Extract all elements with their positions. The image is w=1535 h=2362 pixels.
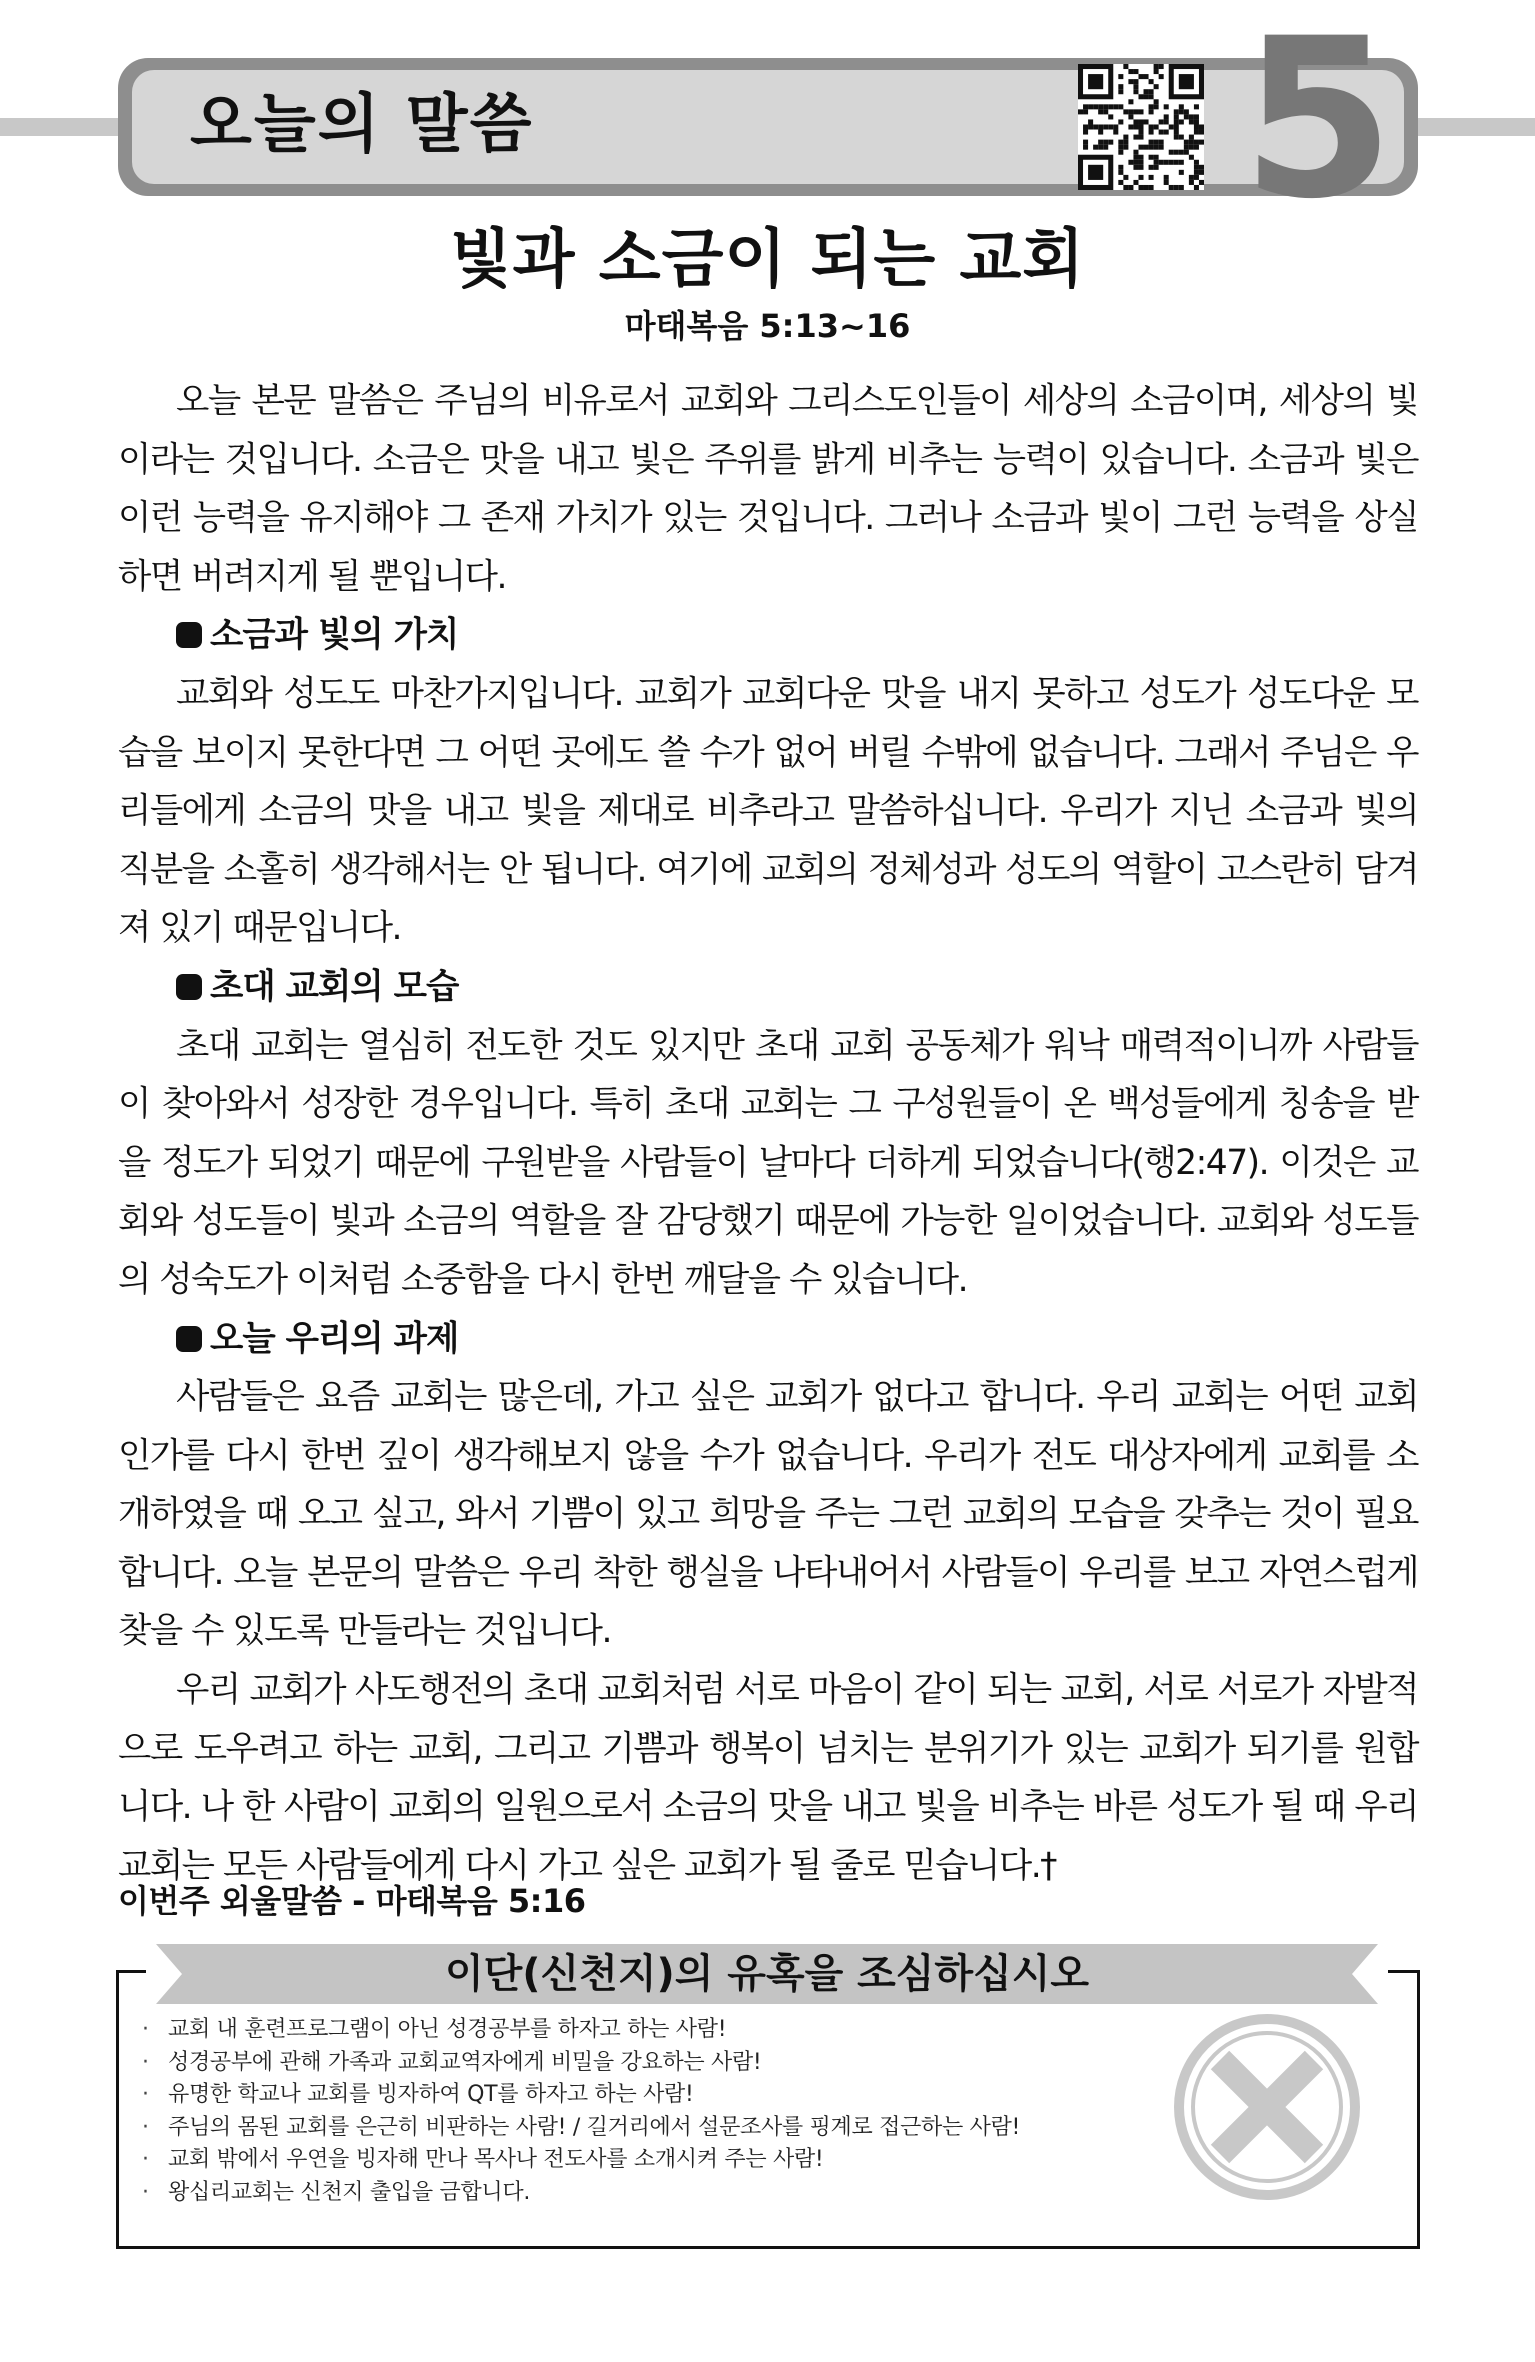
sermon-body — [118, 372, 1418, 1895]
section-heading — [118, 606, 1418, 665]
warning-item: · 성경공부에 관해 가족과 교회교역자에게 비밀을 강요하는 사람! — [142, 2047, 1142, 2080]
memory-verse: 이번주 외울말씀 - 마태복음 5:16 — [118, 1882, 586, 1920]
scripture-reference: 마태복음 5:13~16 — [624, 307, 911, 345]
warning-item: · 교회 밖에서 우연을 빙자해 만나 목사나 전도사를 소개시켜 주는 사람! — [142, 2144, 1142, 2177]
section-heading — [118, 1310, 1418, 1369]
section-paragraph: 사람들은 요즘 교회는 많은데, 가고 싶은 교회가 없다고 합니다. 우리 교회는 어떤 교회인가를 다시 한번 깊이 생각해보지 않을 수가 없습니다. 우리가 전도 대상자에게 교회를 소개하였을 때 오고 싶고, 와서 기쁨이 있고 희망을 주는 그런 교회의 모습을 갖추는 것이 필요합니다. 오늘 본문의 말씀은 우리 착한 행실을 나타내어서 사람들이 우리를 보고 자연스럽게 찾을 수 있도록 만들라는 것입니다. — [118, 1377, 1418, 1652]
section-heading — [118, 958, 1418, 1017]
section-title: 오늘의 말씀 — [190, 88, 534, 162]
section-heading-text: 오늘 우리의 과제 — [210, 1318, 459, 1359]
section-heading-text: 소금과 빛의 가치 — [210, 615, 459, 656]
section-paragraph: 우리 교회가 사도행전의 초대 교회처럼 서로 마음이 같이 되는 교회, 서로 서로가 자발적으로 도우려고 하는 교회, 그리고 기쁨과 행복이 넘치는 분위기가 있는 교회가 되기를 원합니다. 나 한 사람이 교회의 일원으로서 소금의 맛을 내고 빛을 비추는 바른 성도가 될 때 우리 교회는 모든 사람들에게 다시 가고 싶은 교회가 될 줄로 믿습니다.† — [118, 1670, 1418, 1886]
warning-item: · 왕십리교회는 신천지 출입을 금합니다. — [142, 2177, 1142, 2210]
section-heading-text: 초대 교회의 모습 — [210, 966, 459, 1007]
warning-box-corner — [116, 1970, 146, 1973]
warning-banner — [156, 1944, 1378, 2004]
warning-item: · 주님의 몸된 교회를 은근히 비판하는 사람! / 길거리에서 설문조사를 핑계로 접근하는 사람! — [142, 2112, 1142, 2145]
warning-item: · 교회 내 훈련프로그램이 아닌 성경공부를 하자고 하는 사람! — [142, 2014, 1142, 2047]
qr-code-graphic — [1078, 64, 1204, 190]
section-paragraph: 초대 교회는 열심히 전도한 것도 있지만 초대 교회 공동체가 워낙 매력적이니까 사람들이 찾아와서 성장한 경우입니다. 특히 초대 교회는 그 구성원들이 온 백성들에게 칭송을 받을 정도가 되었기 때문에 구원받을 사람들이 날마다 더하게 되었습니다(행2:47). 이것은 교회와 성도들이 빛과 소금의 역할을 잘 감당했기 때문에 가능한 일이었습니다. 교회와 성도들의 성숙도가 이처럼 소중함을 다시 한번 깨달을 수 있습니다. — [118, 1025, 1418, 1300]
page-number: 5 — [1241, 0, 1389, 247]
warning-item: · 유명한 학교나 교회를 빙자하여 QT를 하자고 하는 사람! — [142, 2079, 1142, 2112]
bullet-icon — [176, 974, 202, 1000]
warning-title: 이단(신천지)의 유혹을 조심하십시오 — [444, 1951, 1089, 1997]
sermon-title: 빛과 소금이 되는 교회 — [449, 223, 1086, 297]
section-paragraph: 교회와 성도도 마찬가지입니다. 교회가 교회다운 맛을 내지 못하고 성도가 성도다운 모습을 보이지 못한다면 그 어떤 곳에도 쓸 수가 없어 버릴 수밖에 없습니다. 그래서 주님은 우리들에게 소금의 맛을 내고 빛을 제대로 비추라고 말씀하십니다. 우리가 지닌 소금과 빛의 직분을 소홀히 생각해서는 안 됩니다. 여기에 교회의 정체성과 성도의 역할이 고스란히 담겨져 있기 때문입니다. — [118, 673, 1418, 949]
warning-list — [142, 2014, 1142, 2210]
bullet-icon — [176, 622, 202, 648]
intro-paragraph: 오늘 본문 말씀은 주님의 비유로서 교회와 그리스도인들이 세상의 소금이며, 세상의 빛이라는 것입니다. 소금은 맛을 내고 빛은 주위를 밝게 비추는 능력이 있습니다. 소금과 빛은 이런 능력을 유지해야 그 존재 가치가 있는 것입니다. 그러나 소금과 빛이 그런 능력을 상실하면 버려지게 될 뿐입니다. — [118, 381, 1418, 597]
qr-code-icon[interactable] — [1078, 64, 1204, 190]
bullet-icon — [176, 1326, 202, 1352]
warning-box-corner — [1388, 1970, 1418, 1973]
prohibited-x-icon — [1172, 2012, 1362, 2202]
